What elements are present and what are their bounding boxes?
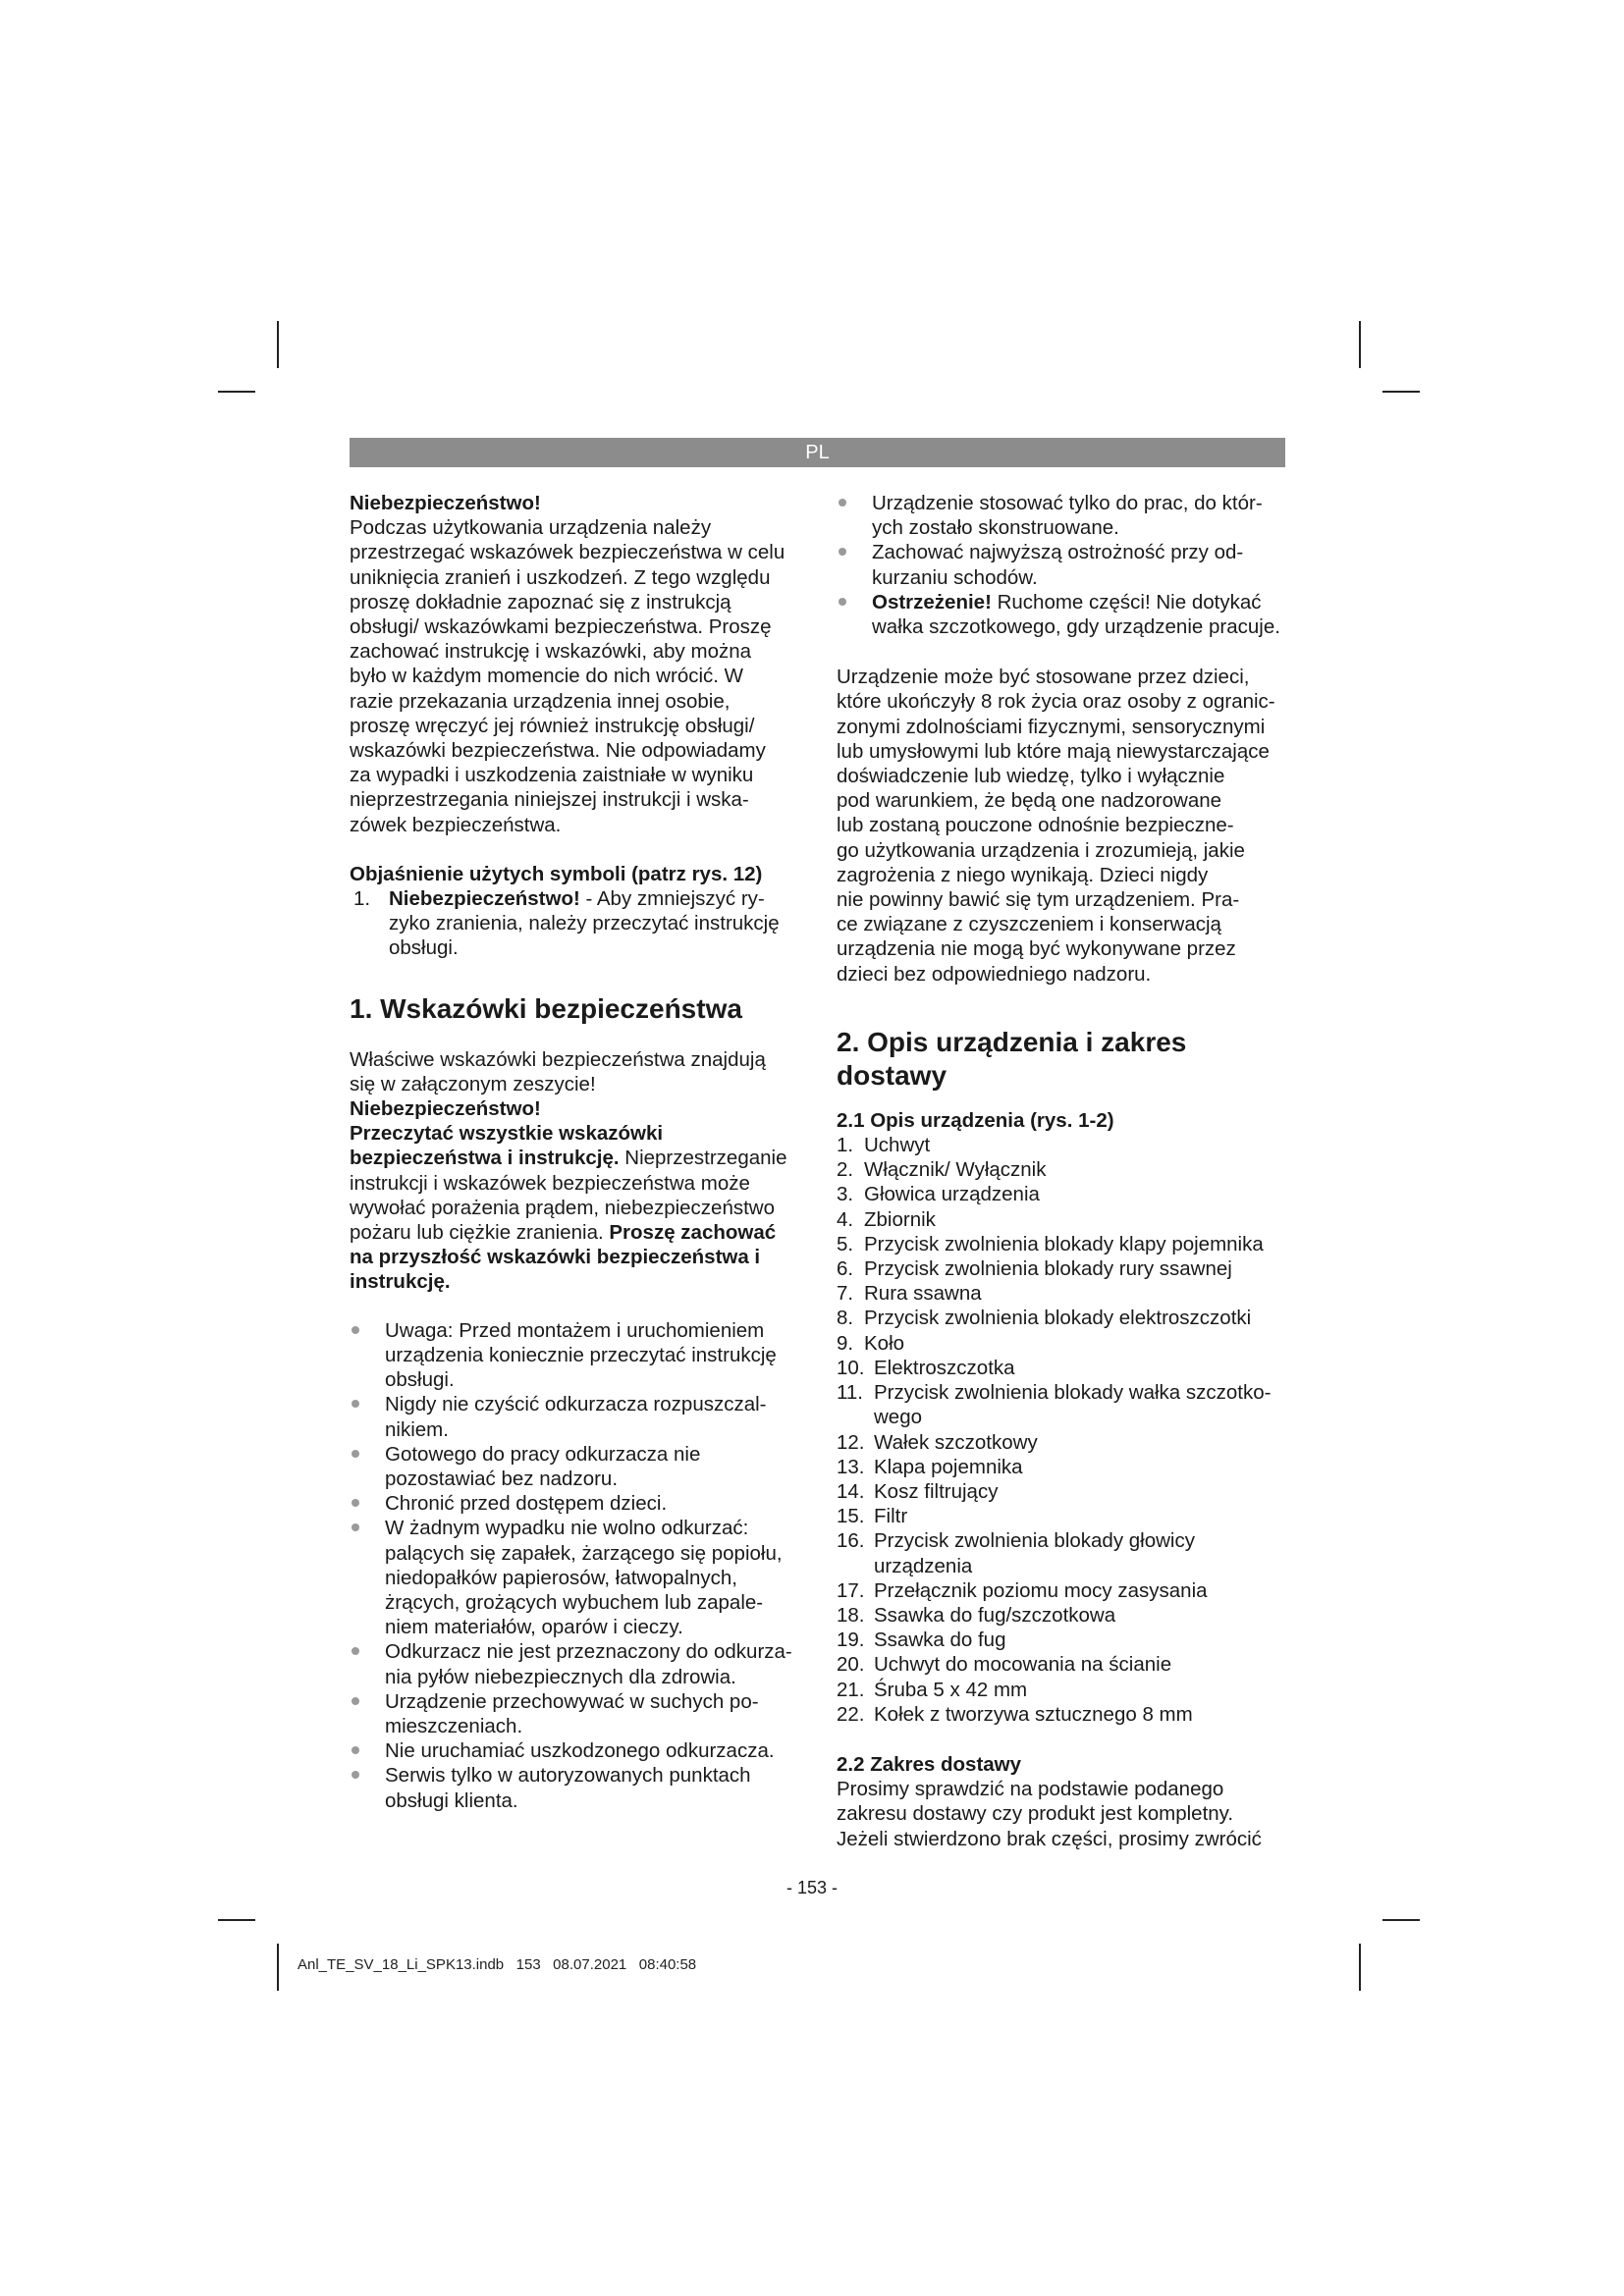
item-text: urządzenia <box>874 1554 973 1577</box>
text-line: Nigdy nie czyścić odkurzacza rozpuszczal- <box>385 1393 767 1416</box>
text-line: lub zostaną pouczone odnośnie bezpieczne- <box>837 814 1234 837</box>
text-line: się w załączonym zeszycie! <box>350 1072 596 1095</box>
symbols-heading: Objaśnienie użytych symboli (patrz rys. 12) <box>350 862 763 885</box>
text-line: niem materiałów, oparów i cieczy. <box>385 1616 683 1639</box>
text-line: za wypadki i uszkodzenia zaistniałe w wyniku <box>350 764 754 787</box>
item-number: 1. <box>837 1134 854 1157</box>
text-line: palących się zapałek, żarzącego się popiołu, <box>385 1541 783 1565</box>
item-number: 17. <box>837 1578 865 1602</box>
text-line: było w każdym momencie do nich wrócić. W <box>350 665 744 688</box>
text-line: obsługi. <box>385 1368 455 1392</box>
list-item <box>837 1504 1298 1528</box>
text-line: lub umysłowymi lub które mają niewystarczające <box>837 739 1270 763</box>
list-item <box>837 1455 1298 1479</box>
item-text: Kosz filtrujący <box>874 1479 999 1503</box>
text-line: nia pyłów niebezpiecznych dla zdrowia. <box>385 1665 736 1688</box>
text-line: Jeżeli stwierdzono brak części, prosimy zwrócić <box>837 1827 1262 1850</box>
item-text: Głowica urządzenia <box>864 1183 1040 1206</box>
text-line: niedopałków papierosów, łatwopalnych, <box>385 1566 737 1589</box>
item-number: 22. <box>837 1702 865 1726</box>
list-item <box>837 1207 1298 1232</box>
list-item <box>350 1318 811 1393</box>
item-number: 2. <box>837 1158 854 1182</box>
item-text: Klapa pojemnika <box>874 1455 1023 1478</box>
text-line: Podczas użytkowania urządzenia należy <box>350 516 712 540</box>
crop-mark <box>277 321 279 368</box>
safety-bullet-list <box>350 1318 811 1813</box>
item-number: 21. <box>837 1678 865 1701</box>
text-line: wskazówki bezpieczeństwa. Nie odpowiadamy <box>350 739 766 763</box>
text-line: kurzaniu schodów. <box>872 565 1038 589</box>
text-line: Przeczytać wszystkie wskazówki <box>350 1122 664 1146</box>
parts-list <box>837 1133 1298 1727</box>
item-text: Ssawka do fug <box>874 1629 1006 1652</box>
item-number: 14. <box>837 1479 865 1503</box>
item-text: Przycisk zwolnienia blokady elektroszczotki <box>864 1307 1252 1330</box>
list-item <box>350 1763 811 1812</box>
section-1-intro <box>350 1047 811 1295</box>
text-line: ce związane z czyszczeniem i konserwacją <box>837 913 1221 936</box>
text-line: zagrożenia z niego wynikają. Dzieci nigdy <box>837 863 1209 886</box>
warning-label: Ostrzeżenie! <box>872 590 992 614</box>
list-item <box>350 1392 811 1441</box>
item-number: 19. <box>837 1629 865 1652</box>
list-item <box>837 1628 1298 1652</box>
list-item <box>837 1331 1298 1356</box>
list-item <box>837 1356 1298 1380</box>
item-text: Rura ssawna <box>864 1282 982 1306</box>
list-item <box>837 1306 1298 1330</box>
item-number: 6. <box>837 1257 854 1281</box>
item-number: 7. <box>837 1282 854 1306</box>
item-text: Elektroszczotka <box>874 1356 1015 1379</box>
text-line: ych zostało skonstruowane. <box>872 516 1119 540</box>
text-line: obsługi klienta. <box>385 1789 518 1812</box>
list-item <box>837 1578 1298 1603</box>
list-item <box>350 1442 811 1491</box>
list-item <box>837 1281 1298 1306</box>
item-number: 3. <box>837 1183 854 1206</box>
item-number: 13. <box>837 1455 865 1478</box>
item-number: 12. <box>837 1430 865 1454</box>
list-item <box>837 1256 1298 1281</box>
section-1-title: 1. Wskazówki bezpieczeństwa <box>350 992 742 1024</box>
text-line: nikiem. <box>385 1417 449 1441</box>
text-line: wywołać porażenia prądem, niebezpieczeństwo <box>350 1196 776 1219</box>
item-number: 18. <box>837 1603 865 1627</box>
text-line: instrukcji i wskazówek bezpieczeństwa może <box>350 1171 750 1195</box>
list-item <box>350 1491 811 1516</box>
text-line: zachować instrukcję i wskazówki, aby można <box>350 640 752 664</box>
item-text: Przełącznik poziomu mocy zasysania <box>874 1578 1208 1602</box>
item-text: Przycisk zwolnienia blokady rury ssawnej <box>864 1257 1232 1281</box>
crop-mark <box>218 391 255 393</box>
list-item <box>837 491 1298 540</box>
list-item <box>350 886 811 961</box>
list-item <box>837 1603 1298 1628</box>
text-line: żrących, grożących wybuchem lub zapale- <box>385 1590 764 1614</box>
danger-title: Niebezpieczeństwo! <box>350 492 541 514</box>
list-item <box>837 1702 1298 1727</box>
text-line: proszę wręczyć jej również instrukcję obsługi/ <box>350 714 755 737</box>
text-line: przestrzegać wskazówek bezpieczeństwa w celu <box>350 541 785 564</box>
item-number: 8. <box>837 1307 854 1330</box>
list-item <box>350 1689 811 1738</box>
list-item <box>350 1516 811 1639</box>
text-line: Gotowego do pracy odkurzacza nie <box>385 1442 701 1466</box>
text-line: urządzenia koniecznie przeczytać instrukcję <box>385 1343 777 1366</box>
page-number: - 153 - <box>785 1878 839 1897</box>
text-line: pod warunkiem, że będą one nadzorowane <box>837 789 1222 813</box>
text-line: Zachować najwyższą ostrożność przy od- <box>872 541 1244 564</box>
text-line: go użytkowania urządzenia i zrozumieją, jakie <box>837 838 1245 862</box>
text-line: na przyszłość wskazówki bezpieczeństwa i <box>350 1246 761 1269</box>
text-span: Ruchome części! Nie dotykać <box>991 590 1262 614</box>
section-2-title: 2. Opis urządzenia i zakres dostawy <box>837 1026 1187 1091</box>
crop-mark <box>1359 321 1361 368</box>
danger-paragraph <box>350 515 811 837</box>
item-number: 4. <box>837 1207 854 1231</box>
text-line: urządzenia nie mogą być wykonywane przez <box>837 937 1236 961</box>
text-span: obsługi. <box>389 936 459 960</box>
item-text: Filtr <box>874 1505 908 1528</box>
item-text: Uchwyt <box>864 1134 931 1157</box>
item-number: 10. <box>837 1356 865 1379</box>
crop-mark <box>218 1919 255 1921</box>
list-item <box>837 1678 1298 1702</box>
text-line: pozostawiać bez nadzoru. <box>385 1467 619 1490</box>
list-item <box>837 1232 1298 1256</box>
text-line: Właściwe wskazówki bezpieczeństwa znajdują <box>350 1047 766 1071</box>
text-span: - Aby zmniejszyć ry- <box>579 887 765 911</box>
crop-mark <box>1382 391 1420 393</box>
item-text: Włącznik/ Wyłącznik <box>864 1158 1047 1182</box>
text-line: nie powinny bawić się tym urządzeniem. Pra- <box>837 888 1240 912</box>
subsection-2-1-title: 2.1 Opis urządzenia (rys. 1-2) <box>837 1108 1114 1132</box>
text-line: razie przekazania urządzenia innej osobie, <box>350 689 731 713</box>
list-item <box>837 1479 1298 1504</box>
item-text: Koło <box>864 1331 905 1355</box>
list-item <box>837 1430 1298 1455</box>
text-line: Odkurzacz nie jest przeznaczony do odkurza- <box>385 1640 792 1664</box>
list-item <box>350 1738 811 1763</box>
item-number: 20. <box>837 1653 865 1677</box>
text-line: wałka szczotkowego, gdy urządzenie pracuje. <box>872 615 1280 639</box>
right-column <box>837 491 1298 1851</box>
item-text: Śruba 5 x 42 mm <box>874 1678 1028 1701</box>
list-item <box>837 1528 1298 1577</box>
language-label: PL <box>805 442 830 463</box>
text-line: dzieci bez odpowiedniego nadzoru. <box>837 962 1152 986</box>
text-line: Nie uruchamiać uszkodzonego odkurzacza. <box>385 1739 775 1763</box>
text-line: nieprzestrzegania niniejszej instrukcji i wska- <box>350 788 749 812</box>
item-text: Wałek szczotkowy <box>874 1430 1038 1454</box>
text-line: W żadnym wypadku nie wolno odkurzać: <box>385 1517 749 1540</box>
item-number: 1. <box>353 887 371 911</box>
list-item <box>837 1157 1298 1182</box>
text-line: Urządzenie stosować tylko do prac, do któr- <box>872 492 1263 514</box>
item-text: Przycisk zwolnienia blokady wałka szczotko- <box>874 1381 1272 1405</box>
text-line: Chronić przed dostępem dzieci. <box>385 1492 668 1516</box>
text-line: Serwis tylko w autoryzowanych punktach <box>385 1764 751 1788</box>
list-item <box>837 1182 1298 1206</box>
text-line: zówek bezpieczeństwa. <box>350 813 562 836</box>
list-item <box>837 590 1298 639</box>
crop-mark <box>277 1944 279 1991</box>
usage-bullet-list <box>837 491 1298 639</box>
item-text: Uchwyt do mocowania na ścianie <box>874 1653 1172 1677</box>
text-span: Nieprzestrzeganie <box>619 1147 787 1170</box>
text-line: uniknięcia zranień i uszkodzeń. Z tego względu <box>350 565 771 589</box>
item-number: 16. <box>837 1529 865 1553</box>
list-item <box>837 1380 1298 1429</box>
list-item <box>837 540 1298 589</box>
text-span: bezpieczeństwa i instrukcję. <box>350 1147 620 1170</box>
text-line: doświadczenie lub wiedzę, tylko i wyłącznie <box>837 765 1225 788</box>
crop-mark <box>1382 1919 1420 1921</box>
item-text: Zbiornik <box>864 1207 936 1231</box>
children-paragraph <box>837 665 1298 987</box>
item-text: wego <box>874 1406 923 1429</box>
left-column <box>350 491 811 1813</box>
list-item <box>350 1639 811 1688</box>
text-line: proszę dokładnie zapoznać się z instrukcją <box>350 590 731 614</box>
subsection-2-2-title: 2.2 Zakres dostawy <box>837 1752 1022 1776</box>
text-span: Proszę zachować <box>609 1221 777 1245</box>
text-line: Urządzenie może być stosowane przez dzieci, <box>837 666 1250 689</box>
item-text: Przycisk zwolnienia blokady głowicy <box>874 1529 1195 1553</box>
item-text: Ssawka do fug/szczotkowa <box>874 1603 1116 1627</box>
text-line: instrukcję. <box>350 1270 451 1294</box>
text-line: mieszczeniach. <box>385 1714 523 1737</box>
item-number: 11. <box>837 1381 863 1405</box>
text-line: które ukończyły 8 rok życia oraz osoby z ogranic- <box>837 690 1275 714</box>
item-number: 9. <box>837 1331 854 1355</box>
item-number: 15. <box>837 1505 865 1528</box>
text-line: Urządzenie przechowywać w suchych po- <box>385 1689 759 1713</box>
text-line: obsługi/ wskazówkami bezpieczeństwa. Proszę <box>350 615 772 639</box>
item-number: 5. <box>837 1232 854 1255</box>
item-text: Kołek z tworzywa sztucznego 8 mm <box>874 1702 1193 1726</box>
text-line: Uwaga: Przed montażem i uruchomieniem <box>385 1318 765 1342</box>
crop-mark <box>1359 1944 1361 1991</box>
language-header-bar <box>350 438 1285 467</box>
symbol-danger-label: Niebezpieczeństwo! <box>389 887 580 911</box>
list-item <box>837 1652 1298 1677</box>
danger-label: Niebezpieczeństwo! <box>350 1097 541 1121</box>
item-text: Przycisk zwolnienia blokady klapy pojemnika <box>864 1232 1264 1255</box>
print-footer: Anl_TE_SV_18_Li_SPK13.indb 153 08.07.2021 08:40:58 <box>298 1956 697 1973</box>
symbols-list <box>350 886 811 961</box>
text-line: Prosimy sprawdzić na podstawie podanego <box>837 1778 1224 1801</box>
text-line: zakresu dostawy czy produkt jest kompletny. <box>837 1802 1234 1826</box>
text-line: zonymi zdolnościami fizycznymi, sensorycznymi <box>837 715 1266 738</box>
delivery-paragraph <box>837 1777 1298 1851</box>
text-span: zyko zranienia, należy przeczytać instrukcję <box>389 912 780 935</box>
text-span: pożaru lub ciężkie zranienia. <box>350 1221 610 1245</box>
list-item <box>837 1133 1298 1157</box>
